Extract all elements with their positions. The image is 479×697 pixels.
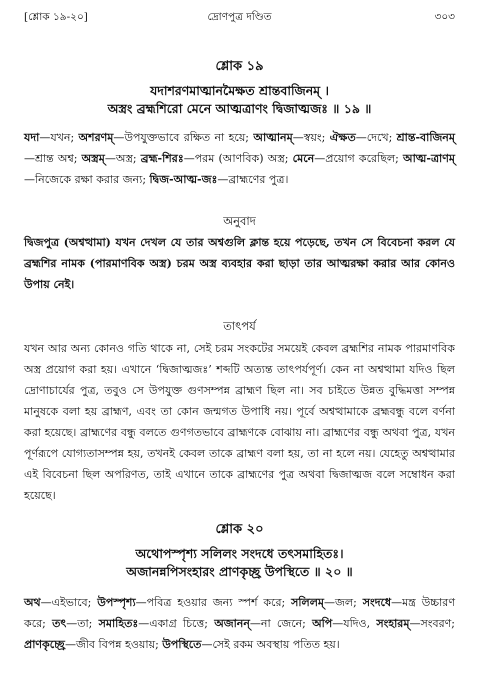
verse-20-title: শ্লোক ২০ bbox=[215, 522, 264, 537]
synonym-meaning: এইভাবে; bbox=[51, 596, 98, 609]
purport-text: যখন আর অন্য কোনও গতি থাকে না, সেই চরম সংকটের সময়েই কেবল ব্রহ্মশির নামক পারমাণবিক অস্ত্র প্রয়োগ করা হয়। এখানে ‘দ্বিজাত্মজঃ’ শব্দটি অত্যন্ত তাৎপর্যপূর্ণ। কেন না অশ্বত্থামা যদিও ছিল দ্রোণাচার্যের পুত্র, তবুও সে উপযুক্ত গুণসম্পন্ন ব্রাহ্মণ ছিল না। সব চাইতে উন্নত বুদ্ধিমত্তা সম্পন্ন মানুষকে বলা হয় ব্রাহ্মণ, এবং তা কোন জন্মগত উপাধি নয়। পূর্বে অশ্বত্থামাকে ব্রহ্মবন্ধু বলে বর্ণনা করা হয়েছে। ব্রাহ্মণের বন্ধু বলতে গুণগতভাবে ব্রাহ্মণকে বোঝায় না। ব্রাহ্মণের বন্ধু অথবা পুত্র, যখন পূর্ণরূপে যোগ্যতাসম্পন্ন হয়, তখনই কেবল তাকে ব্রাহ্মণ বলা হয়, তা না হলে নয়। যেহেতু অশ্বত্থামার এই বিবেচনা ছিল অপরিণত, তাই এখানে তাকে ব্রাহ্মণের পুত্র অথবা দ্বিজাত্মজ বলে সম্বোধন করা হয়েছে। bbox=[24, 342, 455, 502]
synonym-dash: — bbox=[24, 173, 35, 186]
synonym-term: সলিলম্ bbox=[291, 596, 325, 609]
synonym-term: ঐক্ষত bbox=[329, 131, 356, 144]
synonym-dash: — bbox=[314, 152, 326, 165]
verse-19-line-2: অস্ত্রং ব্রহ্মশিরো মেনে আত্মত্রাণং দ্বিজাত্মজঃ ॥ ১৯ ॥ bbox=[107, 101, 372, 116]
synonym-dash: — bbox=[24, 152, 35, 165]
header-chapter-title: দ্রোণপুত্র দণ্ডিত bbox=[207, 11, 272, 23]
verse-19-synonyms bbox=[24, 127, 455, 190]
synonym-term: উপস্থিতে bbox=[162, 638, 202, 651]
verse-19-text bbox=[24, 82, 455, 118]
header-page-number: ৩০৩ bbox=[434, 11, 455, 23]
synonym-dash: — bbox=[113, 131, 125, 144]
translation-heading: অনুবাদ bbox=[223, 214, 256, 228]
synonym-term: তৎ bbox=[52, 617, 67, 630]
synonym-dash: — bbox=[324, 596, 336, 609]
synonym-meaning: উপযুক্তভাবে রক্ষিত না হয়ে; bbox=[124, 131, 254, 144]
synonym-term: আত্মানম্ bbox=[253, 131, 293, 144]
synonym-term: অপি bbox=[312, 617, 333, 630]
synonym-term: আত্ম-ত্রাণম্ bbox=[402, 152, 455, 165]
synonym-term: প্রাণকৃচ্ছ্রে bbox=[24, 638, 65, 651]
synonym-term: অথ bbox=[24, 596, 41, 609]
synonym-dash: — bbox=[201, 638, 213, 651]
synonym-dash: — bbox=[409, 617, 421, 630]
synonym-term: ব্রহ্ম-শিরঃ bbox=[140, 152, 184, 165]
synonym-meaning: যখন; bbox=[50, 131, 79, 144]
synonym-meaning: জল; bbox=[335, 596, 363, 609]
synonym-meaning: নিজেকে রক্ষা করার জন্য; bbox=[35, 173, 150, 186]
synonym-meaning: দেখে; bbox=[366, 131, 397, 144]
synonym-term: সংদধে bbox=[362, 596, 392, 609]
running-header bbox=[24, 10, 455, 26]
synonym-dash: — bbox=[332, 617, 344, 630]
synonym-term: সংহারম্ bbox=[376, 617, 410, 630]
synonym-meaning: সংবরণ; bbox=[420, 617, 456, 630]
synonym-meaning: ব্রাহ্মণের পুত্র। bbox=[228, 173, 289, 186]
verse-20-line-1: অথোপস্পৃশ্য সলিলং সংদধে তৎসমাহিতঃ। bbox=[135, 546, 344, 561]
synonym-term: উপস্পৃশ্য bbox=[97, 596, 136, 609]
synonym-dash: — bbox=[66, 617, 78, 630]
synonym-meaning: না জেনে; bbox=[260, 617, 313, 630]
synonym-meaning: জীব বিপন্ন হওয়ায়; bbox=[75, 638, 163, 651]
synonym-term: দ্বিজ-আত্ম-জঃ bbox=[149, 173, 218, 186]
synonym-dash: — bbox=[39, 131, 51, 144]
synonym-dash: — bbox=[355, 131, 367, 144]
synonym-dash: — bbox=[138, 617, 150, 630]
synonym-meaning: শ্রান্ত অশ্ব; bbox=[35, 152, 82, 165]
synonym-meaning: অস্ত্র; bbox=[115, 152, 141, 165]
synonym-dash: — bbox=[183, 152, 195, 165]
synonym-term: অজানন্ bbox=[214, 617, 250, 630]
synonym-meaning: মন্ত্র উচ্চারণ করে; bbox=[24, 596, 455, 630]
synonym-meaning: তা; bbox=[77, 617, 99, 630]
synonym-term: অশরণম্ bbox=[78, 131, 114, 144]
synonym-meaning: সেই রকম অবস্থায় পতিত হয়। bbox=[212, 638, 340, 651]
verse-20-text bbox=[24, 545, 455, 581]
synonym-dash: — bbox=[217, 173, 229, 186]
synonym-dash: — bbox=[104, 152, 116, 165]
synonym-meaning: স্বয়ং; bbox=[303, 131, 330, 144]
translation-text: দ্বিজপুত্র (অশ্বত্থামা) যখন দেখল যে তার অশ্বগুলি ক্লান্ত হয়ে পড়েছে, তখন সে বিবেচনা করল যে ব্রহ্মশির নামক (পারমাণবিক অস্ত্র) চরম অস্ত্র ব্যবহার করা ছাড়া তার আত্মরক্ষা করার আর কোনও উপায় নেই। bbox=[24, 236, 455, 291]
synonym-meaning: একাগ্র চিত্তে; bbox=[149, 617, 215, 630]
verse-19-line-1: যদাশরণমাত্মানমৈক্ষত শ্রান্তবাজিনম্ । bbox=[150, 83, 329, 98]
synonym-term: মেনে bbox=[292, 152, 315, 165]
verse-19-title: শ্লোক ১৯ bbox=[215, 59, 264, 74]
synonym-dash: — bbox=[64, 638, 76, 651]
synonym-term: যদা bbox=[24, 131, 40, 144]
synonym-dash: — bbox=[292, 131, 304, 144]
synonym-dash: — bbox=[249, 617, 261, 630]
synonym-meaning: পবিত্র হওয়ার জন্য স্পর্শ করে; bbox=[146, 596, 292, 609]
synonym-meaning: প্রয়োগ করেছিল; bbox=[325, 152, 403, 165]
verse-20-line-2: অজানন্নপিসংহারং প্রাণকৃচ্ছ্র উপস্থিতে ॥ ২০ ॥ bbox=[126, 564, 353, 579]
header-verse-range: [শ্লোক ১৯-২০] bbox=[24, 11, 88, 23]
synonym-dash: — bbox=[135, 596, 147, 609]
synonym-term: অস্ত্রম্ bbox=[81, 152, 105, 165]
verse-20-synonyms bbox=[24, 592, 455, 655]
synonym-meaning: যদিও, bbox=[343, 617, 377, 630]
synonym-term: সমাহিতঃ bbox=[98, 617, 139, 630]
purport-heading: তাৎপর্য bbox=[223, 319, 256, 333]
synonym-term: শ্রান্ত-বাজিনম্ bbox=[396, 131, 455, 144]
synonym-meaning: পরম (আণবিক) অস্ত্র; bbox=[194, 152, 293, 165]
synonym-dash: — bbox=[391, 596, 403, 609]
synonym-dash: — bbox=[40, 596, 52, 609]
